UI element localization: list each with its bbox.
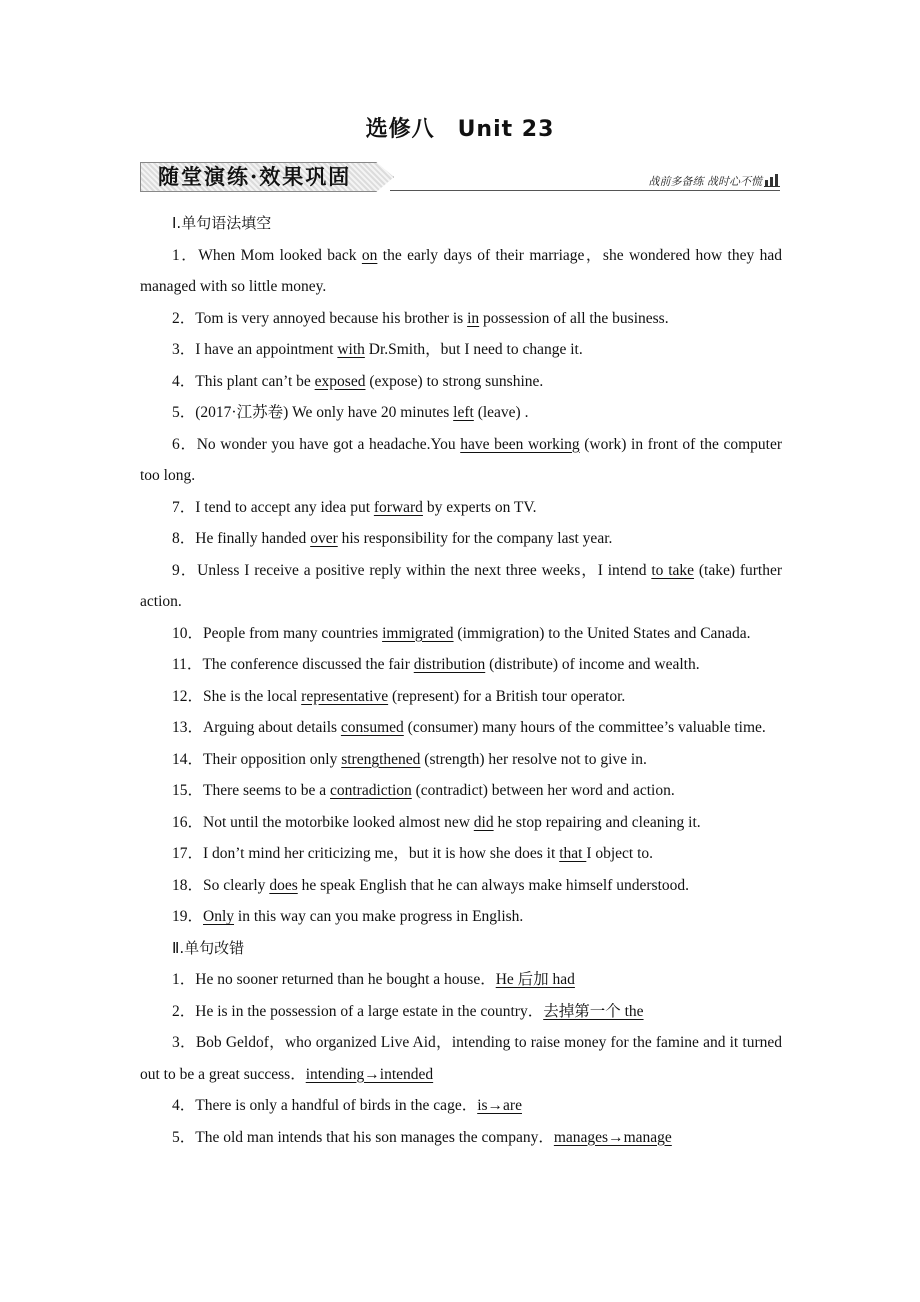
- banner-label: 随堂演练·效果巩固: [158, 164, 352, 189]
- question-text: He no sooner returned than he bought a house．: [195, 971, 496, 988]
- correction-item: [140, 964, 782, 996]
- question-number: 13．: [172, 719, 204, 736]
- question-text: (distribute) of income and wealth.: [485, 656, 700, 673]
- question-item: [140, 901, 782, 933]
- question-item: [140, 429, 782, 492]
- exercise-content: [140, 208, 782, 1153]
- question-number: 5．: [172, 1128, 196, 1146]
- question-text: The old man intends that his son manages the company．: [195, 1128, 554, 1146]
- question-text: When Mom looked back: [198, 246, 362, 264]
- question-text: Unless I receive a positive reply within the next three weeks，I intend: [197, 561, 652, 579]
- question-text: (consumer) many hours of the committee’s valuable time.: [403, 719, 766, 736]
- answer-text: representative: [301, 687, 389, 705]
- question-number: 6．: [172, 435, 197, 453]
- question-text: (work) in front of the computer too long.: [140, 435, 782, 484]
- question-number: 7．: [172, 498, 196, 516]
- question-text: No wonder you have got a headache.You: [196, 435, 461, 453]
- question-item: [140, 492, 782, 524]
- question-number: 2．: [172, 1002, 196, 1020]
- answer-text: does: [269, 876, 298, 894]
- question-text: (strength) her resolve not to give in.: [420, 750, 647, 768]
- question-item: [140, 240, 782, 303]
- question-item: [140, 775, 782, 807]
- question-text: There seems to be a: [203, 782, 330, 799]
- question-number: 12．: [172, 687, 204, 705]
- question-text: Arguing about details: [203, 719, 341, 736]
- answer-text: that: [559, 845, 587, 862]
- question-item: [140, 555, 782, 618]
- question-text: I have an appointment: [195, 341, 338, 358]
- page-title: 选修八 Unit 23: [365, 117, 555, 142]
- answer-text: 去掉第一个 the: [543, 1002, 644, 1020]
- banner-rule: [390, 190, 780, 191]
- question-text: I tend to accept any idea put: [195, 498, 374, 516]
- question-item: [140, 303, 782, 335]
- question-text: (immigration) to the United States and Canada.: [453, 624, 751, 642]
- question-number: 17．: [172, 845, 204, 862]
- answer-text: have been working: [460, 435, 580, 453]
- answer-text: is→are: [477, 1097, 522, 1114]
- question-item: [140, 366, 782, 398]
- question-item: [140, 712, 782, 744]
- question-number: 1．: [172, 246, 199, 264]
- answer-text: contradiction: [329, 782, 412, 799]
- question-item: [140, 523, 782, 555]
- question-text: by experts on TV.: [422, 498, 537, 516]
- question-number: 14．: [172, 750, 204, 768]
- question-text: I object to.: [586, 845, 654, 862]
- question-text: (take) further action.: [140, 561, 782, 610]
- answer-text: Only: [203, 908, 235, 925]
- question-text: Not until the motorbike looked almost new: [203, 813, 474, 831]
- question-number: 4．: [172, 372, 196, 390]
- question-item: [140, 838, 782, 870]
- answer-text: strengthened: [341, 750, 421, 768]
- question-item: [140, 397, 782, 429]
- question-number: 5．: [172, 404, 196, 421]
- question-number: 8．: [172, 530, 196, 547]
- question-text: I don’t mind her criticizing me，but it is how she does it: [203, 845, 560, 862]
- question-text: This plant can’t be: [195, 372, 315, 390]
- correction-item: [140, 1122, 782, 1154]
- section-heading: Ⅱ.单句改错: [172, 938, 245, 957]
- question-text: the early days of their marriage，she wondered how they had managed with so little money.: [140, 246, 782, 295]
- bar-chart-icon: [764, 171, 780, 187]
- answer-text: exposed: [314, 372, 366, 390]
- section-heading: Ⅰ.单句语法填空: [172, 214, 272, 232]
- question-text: He finally handed: [195, 530, 311, 547]
- question-number: 18．: [172, 876, 204, 894]
- answer-text: did: [473, 813, 494, 831]
- question-text: (represent) for a British tour operator.: [388, 687, 626, 705]
- question-item: [140, 744, 782, 776]
- question-text: Dr.Smith，but I need to change it.: [364, 341, 583, 358]
- question-item: [140, 618, 782, 650]
- question-number: 10．: [172, 624, 204, 642]
- answer-text: consumed: [340, 719, 404, 736]
- banner-motto: 战前多备练 战时心不慌: [648, 175, 762, 188]
- answer-text: immigrated: [382, 624, 454, 642]
- question-item: [140, 870, 782, 902]
- question-text: (leave) .: [473, 404, 529, 421]
- question-text: (contradict) between her word and action.: [411, 782, 675, 799]
- question-number: 3．: [172, 1034, 196, 1051]
- answer-text: He 后加 had: [495, 971, 575, 988]
- question-item: [140, 649, 782, 681]
- question-number: 3．: [172, 341, 196, 358]
- question-number: 2．: [172, 309, 196, 327]
- question-text: There is only a handful of birds in the cage．: [195, 1097, 478, 1114]
- answer-text: in: [467, 309, 480, 327]
- question-number: 19．: [172, 908, 204, 925]
- question-text: So clearly: [203, 876, 270, 894]
- answer-text: intending→intended: [305, 1065, 434, 1083]
- question-text: (expose) to strong sunshine.: [365, 372, 544, 390]
- question-number: 11．: [172, 656, 203, 673]
- question-number: 1．: [172, 971, 196, 988]
- answer-text: over: [310, 530, 338, 547]
- answer-text: manages→manage: [553, 1128, 672, 1146]
- answer-text: distribution: [413, 656, 486, 673]
- question-text: his responsibility for the company last year.: [337, 530, 613, 547]
- question-text: He is in the possession of a large estate in the country．: [195, 1002, 544, 1020]
- question-text: The conference discussed the fair: [202, 656, 414, 673]
- question-text: She is the local: [203, 687, 302, 705]
- question-text: Bob Geldof，who organized Live Aid，intending to raise money for the famine and it turned out to be a great success．: [140, 1034, 782, 1083]
- correction-item: [140, 1090, 782, 1122]
- question-item: [140, 334, 782, 366]
- answer-text: left: [453, 404, 474, 421]
- answer-text: to take: [651, 561, 695, 579]
- question-text: possession of all the business.: [479, 309, 669, 327]
- answer-text: forward: [373, 498, 423, 516]
- question-number: 16．: [172, 813, 204, 831]
- question-item: [140, 807, 782, 839]
- question-number: 4．: [172, 1097, 196, 1114]
- correction-item: [140, 996, 782, 1028]
- question-text: People from many countries: [203, 624, 383, 642]
- question-text: in this way can you make progress in English.: [234, 908, 524, 925]
- question-number: 15．: [172, 782, 204, 799]
- answer-text: on: [361, 246, 378, 264]
- question-text: Their opposition only: [203, 750, 342, 768]
- question-text: Tom is very annoyed because his brother is: [195, 309, 468, 327]
- question-text: (2017·江苏卷) We only have 20 minutes: [195, 404, 454, 421]
- question-text: he stop repairing and cleaning it.: [493, 813, 701, 831]
- question-item: [140, 681, 782, 713]
- section-banner: [140, 160, 780, 194]
- question-text: he speak English that he can always make himself understood.: [297, 876, 690, 894]
- correction-item: [140, 1027, 782, 1090]
- question-number: 9．: [172, 561, 198, 579]
- answer-text: with: [337, 341, 365, 358]
